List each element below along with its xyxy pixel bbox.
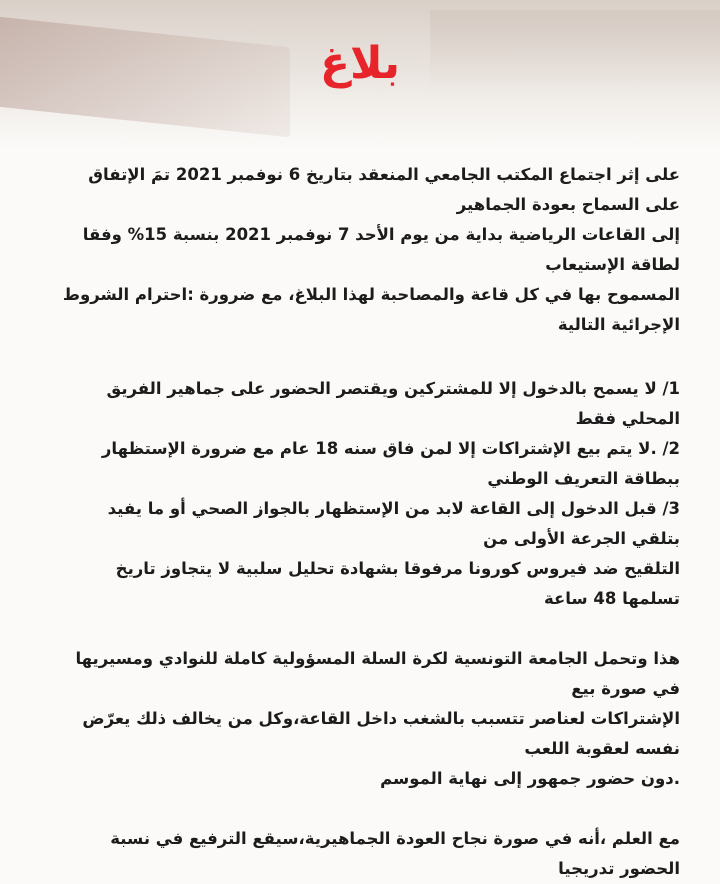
note-paragraph xyxy=(60,824,680,884)
condition-item-continued: التلقيح ضد فيروس كورونا مرفوقا بشهادة تحليل سلبية لا يتجاوز تاريخ تسلمها 48 ساعة xyxy=(115,559,680,608)
responsibility-line: هذا وتحمل الجامعة التونسية لكرة السلة المسؤولية كاملة للنوادي ومسيريها في صورة بيع xyxy=(75,649,680,698)
intro-line: إلى القاعات الرياضية بداية من يوم الأحد 7 نوفمبر 2021 بنسبة 15% وفقا لطاقة الإستيعاب xyxy=(82,225,680,274)
note-line: مع العلم ،أنه في صورة نجاح العودة الجماهيرية،سيقع الترفيع في نسبة الحضور تدريجيا xyxy=(110,829,680,878)
conditions-list xyxy=(60,374,680,614)
condition-item: 2/ .لا يتم بيع الإشتراكات إلا لمن فاق سنه 18 عام مع ضرورة الإستظهار ببطاقة التعريف الوطني xyxy=(101,439,680,488)
intro-line: المسموح بها في كل قاعة والمصاحبة لهذا البلاغ، مع ضرورة :احترام الشروط الإجرائية التالية xyxy=(62,285,680,334)
responsibility-paragraph xyxy=(60,644,680,794)
responsibility-line: .دون حضور جمهور إلى نهاية الموسم xyxy=(380,769,680,788)
condition-item: 3/ قبل الدخول إلى القاعة لابد من الإستظهار بالجواز الصحي أو ما يفيد بتلقي الجرعة الأولى من xyxy=(107,499,680,548)
announcement-title: بلاغ xyxy=(320,38,400,89)
condition-item: 1/ لا يسمح بالدخول إلا للمشتركين ويقتصر الحضور على جماهير الفريق المحلي فقط xyxy=(106,379,680,428)
intro-paragraph xyxy=(60,160,680,340)
responsibility-line: الإشتراكات لعناصر تتسبب بالشغب داخل القاعة،وكل من يخالف ذلك يعرّض نفسه لعقوبة اللعب xyxy=(82,709,680,758)
announcement-body xyxy=(60,160,680,884)
intro-line: على إثر اجتماع المكتب الجامعي المنعقد بتاريخ 6 نوفمبر 2021 تمَ الإتفاق على السماح بعودة الجماهير xyxy=(88,165,680,214)
